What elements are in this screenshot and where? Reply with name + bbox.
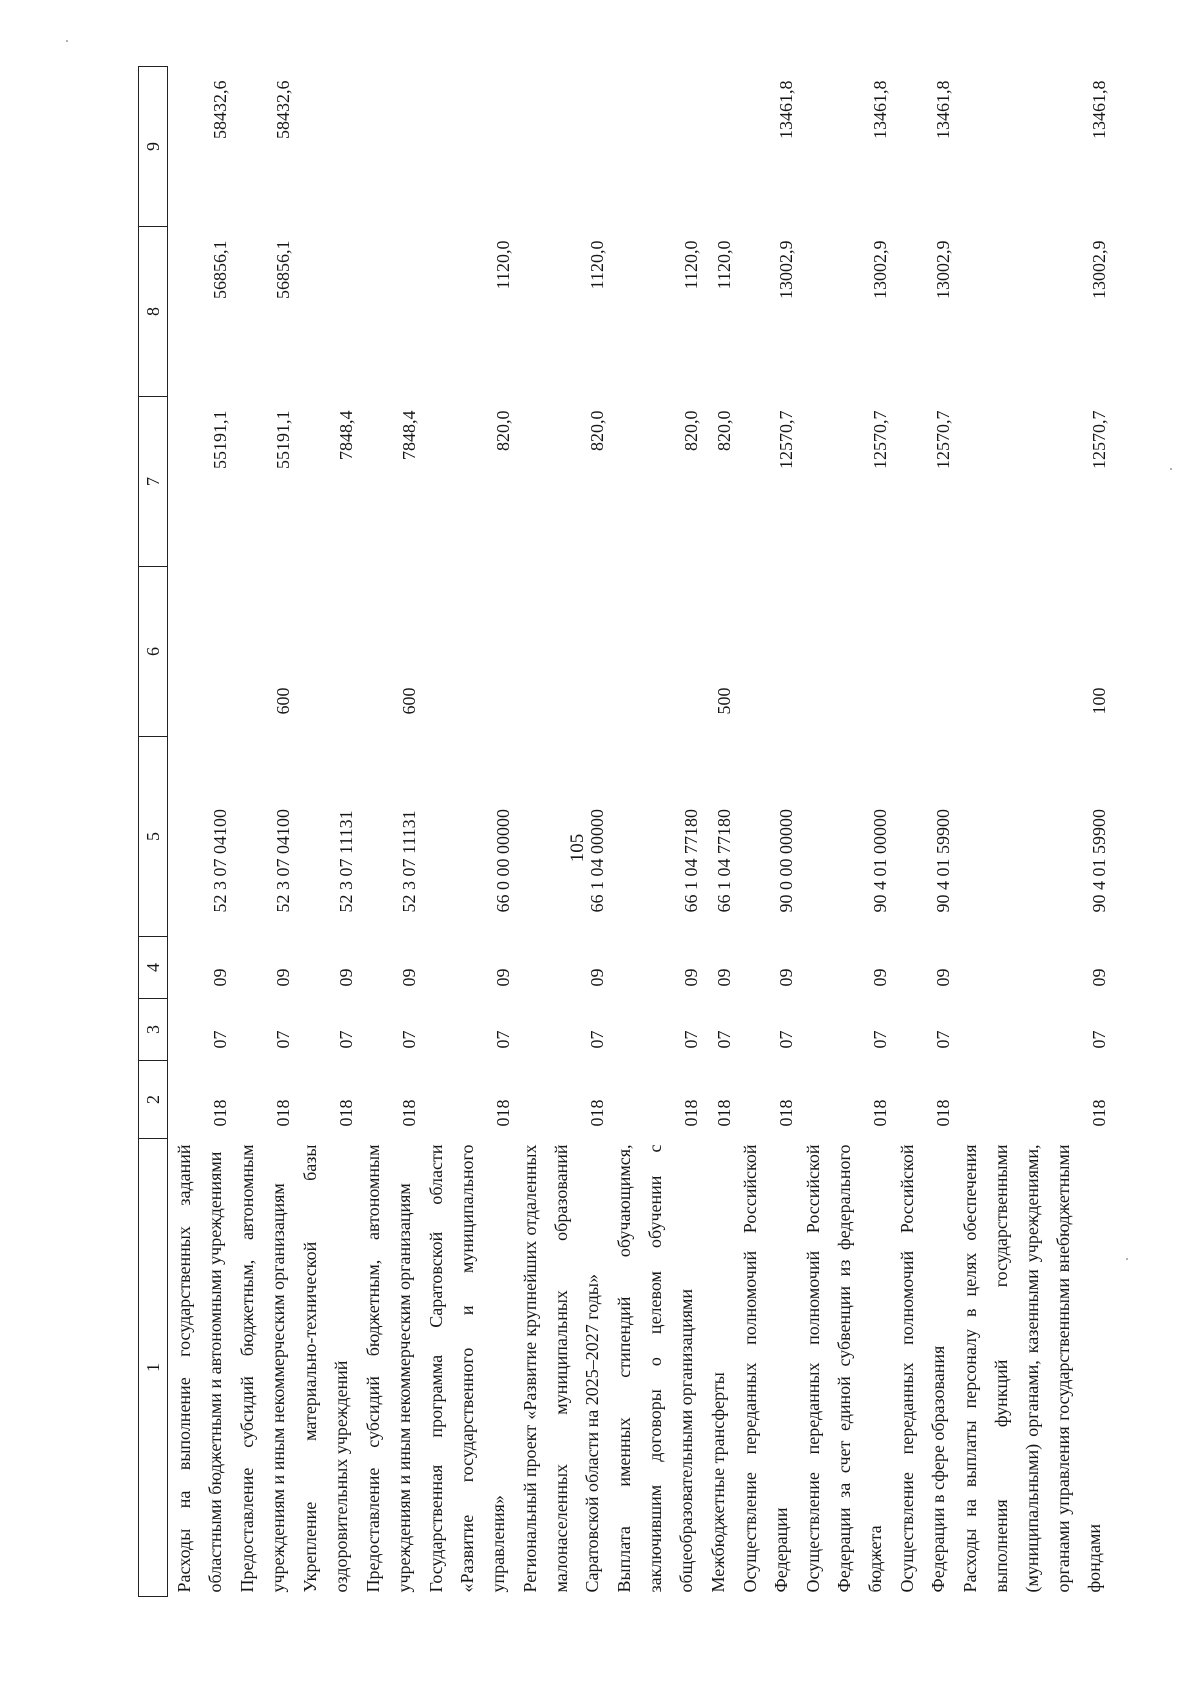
row-value-7: 820,0 [714,410,734,451]
row-value-7: 55191,1 [209,410,230,469]
table-row [168,67,232,1597]
row-value-7: 7848,4 [335,410,356,460]
row-expense-type: 500 [714,687,734,715]
row-value-7: 12570,7 [775,410,796,469]
row-value-9 [702,67,734,227]
table-row [734,67,797,1597]
row-expense-type [420,567,514,737]
row-expense-type: 600 [398,687,419,715]
row-target-code: 90 4 01 59900 [932,809,953,913]
table-row [420,67,514,1597]
col-header-4: 4 [139,937,168,999]
table-row [954,67,1110,1597]
row-name: Государственная программа Саратовской области «Развитие государственного и муниципального управления» [426,1144,508,1593]
scan-speck [66,40,68,42]
row-name: Региональный проект «Развитие крупнейших отдаленных малонаселенных муниципальных образований Саратовской области на 2025–2027 годы» [520,1144,602,1593]
row-expense-type [514,567,608,737]
row-subsection: 09 [680,968,701,987]
row-name: Выплата именных стипендий обучающимся, заключившим договоры о целевом обучении с общеобразовательными организациями [614,1144,696,1593]
row-value-9 [608,67,702,227]
row-code: 018 [492,1099,513,1127]
row-subsection: 09 [714,968,734,987]
row-section: 07 [714,1030,734,1049]
row-value-8: 56856,1 [209,240,230,299]
row-target-code: 66 1 04 00000 [586,809,607,913]
row-value-7: 55191,1 [272,410,293,469]
scan-speck [1170,468,1172,470]
row-subsection: 09 [335,968,356,987]
col-header-2: 2 [139,1061,168,1139]
row-name: Предоставление субсидий бюджетным, автономным учреждениям и иным некоммерческим организациям [363,1144,414,1593]
table-row [231,67,294,1597]
row-target-code: 52 3 07 11131 [335,810,356,913]
row-value-9 [357,67,420,227]
row-section: 07 [932,1030,953,1049]
row-section: 07 [775,1030,796,1049]
row-subsection: 09 [586,968,607,987]
row-code: 018 [775,1099,796,1127]
table-row [608,67,702,1597]
row-value-7: 820,0 [586,410,607,451]
row-code: 018 [398,1099,419,1127]
col-header-7: 7 [139,397,168,567]
row-value-8: 13002,9 [869,240,890,299]
row-section: 07 [586,1030,607,1049]
row-value-9: 13461,8 [1088,80,1109,139]
row-code: 018 [335,1099,356,1127]
row-value-9: 58432,6 [272,80,293,139]
row-value-8: 1120,0 [680,240,701,290]
table-row [891,67,954,1597]
row-target-code: 90 0 00 00000 [775,809,796,913]
row-value-8: 56856,1 [272,240,293,299]
row-subsection: 09 [398,968,419,987]
row-name: Предоставление субсидий бюджетным, автономным учреждениям и иным некоммерческим организациям [237,1144,288,1593]
row-value-8: 13002,9 [1088,240,1109,299]
row-value-9: 58432,6 [209,80,230,139]
row-target-code: 90 4 01 59900 [1088,809,1109,913]
row-code: 018 [869,1099,890,1127]
budget-table-rotated [138,67,1168,1597]
row-subsection: 09 [272,968,293,987]
row-section: 07 [335,1030,356,1049]
row-value-7: 7848,4 [398,410,419,460]
row-value-9 [514,67,608,227]
row-section: 07 [272,1030,293,1049]
row-expense-type [294,567,357,737]
row-value-8 [294,227,357,397]
row-value-7: 12570,7 [869,410,890,469]
row-code: 018 [680,1099,701,1127]
col-header-1: 1 [139,1139,168,1597]
row-value-7: 12570,7 [932,410,953,469]
table-row [797,67,891,1597]
page-number: 105 [567,833,588,863]
row-value-8: 1120,0 [492,240,513,290]
budget-table [138,66,1110,1597]
row-name: Расходы на выплаты персоналу в целях обеспечения выполнения функций государственными (муниципальными) органами, казенными учреждениями, органами управления государственными внебюджетными фондами [960,1144,1104,1593]
row-subsection: 09 [869,968,890,987]
row-expense-type [797,567,891,737]
col-header-5: 5 [139,737,168,937]
row-value-8: 1120,0 [586,240,607,290]
col-header-9: 9 [139,67,168,227]
col-header-3: 3 [139,999,168,1061]
row-name: Укрепление материально-технической базы оздоровительных учреждений [300,1144,351,1593]
row-target-code: 90 4 01 00000 [869,809,890,913]
row-value-9: 13461,8 [869,80,890,139]
row-value-7: 12570,7 [1088,410,1109,469]
row-expense-type: 100 [1088,687,1109,715]
table-row [357,67,420,1597]
row-section: 07 [1088,1030,1109,1049]
row-value-7: 820,0 [492,410,513,451]
row-expense-type [891,567,954,737]
row-section: 07 [492,1030,513,1049]
row-expense-type: 600 [272,687,293,715]
row-section: 07 [869,1030,890,1049]
row-section: 07 [398,1030,419,1049]
row-name: Осуществление переданных полномочий Российской Федерации в сфере образования [897,1144,948,1593]
row-subsection: 09 [932,968,953,987]
table-row [702,67,734,1597]
row-value-9 [420,67,514,227]
row-value-8: 13002,9 [932,240,953,299]
row-name: Расходы на выполнение государственных заданий областными бюджетными и автономными учреждениями [174,1144,225,1593]
row-code: 018 [1088,1099,1109,1127]
row-name: Осуществление переданных полномочий Российской Федерации за счет единой субвенции из федерального бюджета [803,1144,885,1593]
row-code: 018 [714,1099,734,1127]
row-subsection: 09 [209,968,230,987]
row-value-8: 1120,0 [714,240,734,290]
row-expense-type [608,567,702,737]
table-row [294,67,357,1597]
row-expense-type [168,567,232,737]
row-code: 018 [586,1099,607,1127]
row-subsection: 09 [492,968,513,987]
row-value-9: 13461,8 [932,80,953,139]
row-target-code: 52 3 07 04100 [272,809,293,913]
row-name: Осуществление переданных полномочий Российской Федерации [740,1144,791,1593]
row-subsection: 09 [775,968,796,987]
col-header-8: 8 [139,227,168,397]
row-code: 018 [272,1099,293,1127]
row-target-code: 66 1 04 77180 [680,809,701,913]
row-section: 07 [209,1030,230,1049]
row-value-9: 13461,8 [775,80,796,139]
row-section: 07 [680,1030,701,1049]
header-row [139,67,168,1597]
col-header-6: 6 [139,567,168,737]
row-code: 018 [932,1099,953,1127]
row-value-8: 13002,9 [775,240,796,299]
row-value-8 [357,227,420,397]
row-target-code: 66 1 04 77180 [714,809,734,913]
row-name: Межбюджетные трансферты [708,1372,728,1593]
row-target-code: 52 3 07 04100 [209,809,230,913]
row-target-code: 66 0 00 00000 [492,809,513,913]
row-expense-type [734,567,797,737]
row-code: 018 [209,1099,230,1127]
row-target-code: 52 3 07 11131 [398,810,419,913]
row-value-7: 820,0 [680,410,701,451]
row-value-9 [294,67,357,227]
table-row [514,67,608,1597]
row-subsection: 09 [1088,968,1109,987]
